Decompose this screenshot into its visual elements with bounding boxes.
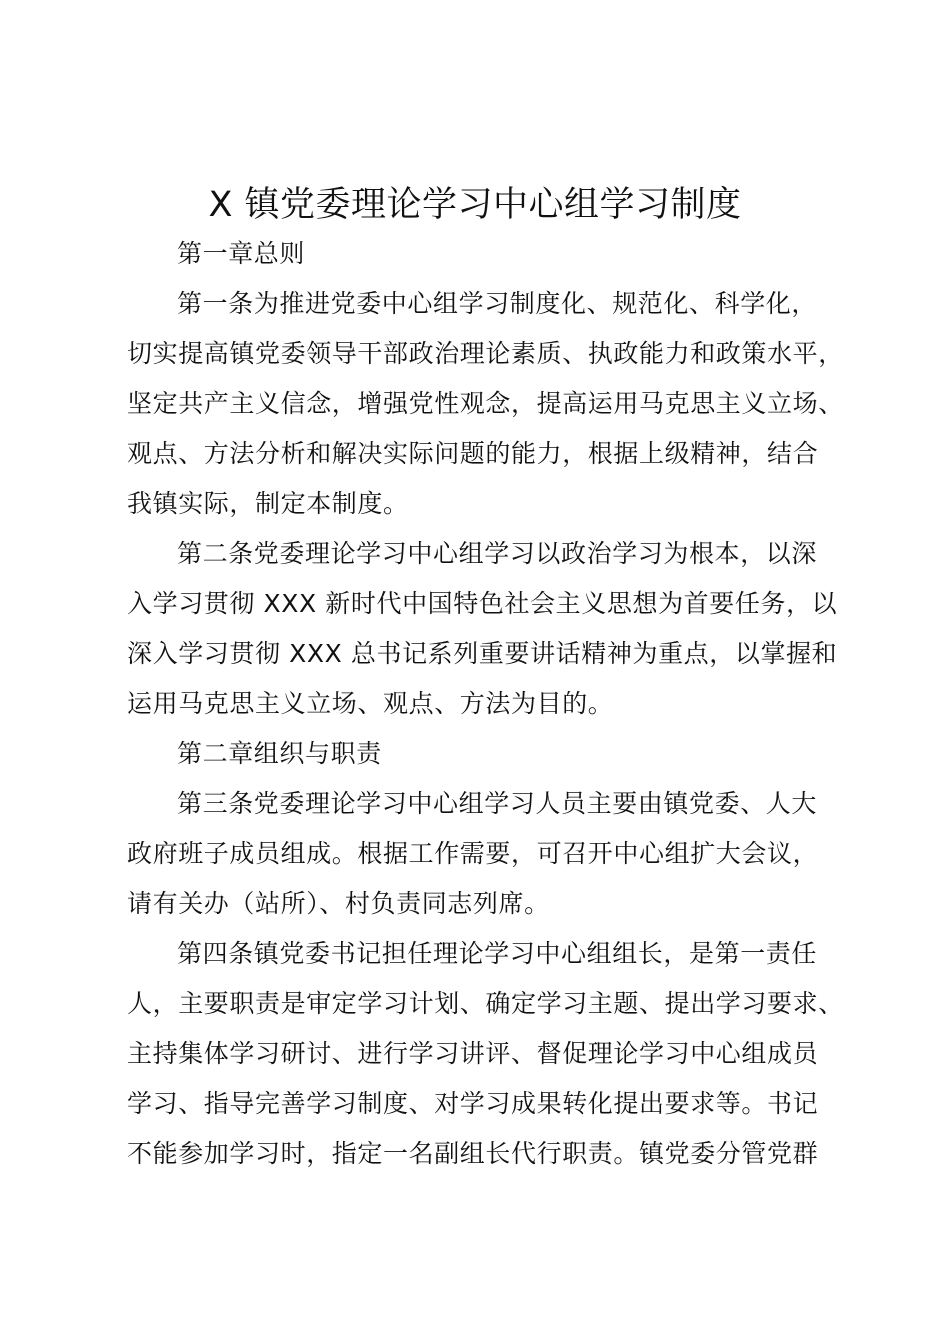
paragraph-line: 不能参加学习时，指定一名副组长代行职责。镇党委分管党群 bbox=[127, 1139, 819, 1168]
chapter-heading-2: 第二章组织与职责 bbox=[177, 739, 382, 768]
paragraph-line: 深入学习贯彻 XXX 总书记系列重要讲话精神为重点，以掌握和 bbox=[127, 639, 838, 668]
paragraph-line: 第三条党委理论学习中心组学习人员主要由镇党委、人大 bbox=[177, 789, 818, 818]
paragraph-line: 观点、方法分析和解决实际问题的能力，根据上级精神，结合 bbox=[127, 439, 819, 468]
paragraph-line: 主持集体学习研讨、进行学习讲评、督促理论学习中心组成员 bbox=[127, 1039, 819, 1068]
paragraph-line: 人，主要职责是审定学习计划、确定学习主题、提出学习要求、 bbox=[127, 989, 844, 1018]
paragraph-line: 学习、指导完善学习制度、对学习成果转化提出要求等。书记 bbox=[127, 1089, 819, 1118]
paragraph-line: 切实提高镇党委领导干部政治理论素质、执政能力和政策水平， bbox=[127, 339, 844, 368]
paragraph-line: 政府班子成员组成。根据工作需要，可召开中心组扩大会议， bbox=[127, 839, 819, 868]
paragraph-line: 运用马克思主义立场、观点、方法为目的。 bbox=[127, 689, 614, 718]
document-title: X 镇党委理论学习中心组学习制度 bbox=[208, 185, 742, 225]
chapter-heading-1: 第一章总则 bbox=[177, 239, 306, 268]
paragraph-line: 第二条党委理论学习中心组学习以政治学习为根本，以深 bbox=[177, 539, 818, 568]
paragraph-line: 入学习贯彻 XXX 新时代中国特色社会主义思想为首要任务，以 bbox=[127, 589, 838, 618]
paragraph-line: 第一条为推进党委中心组学习制度化、规范化、科学化， bbox=[177, 289, 818, 318]
paragraph-line: 坚定共产主义信念，增强党性观念，提高运用马克思主义立场、 bbox=[127, 389, 844, 418]
paragraph-line: 第四条镇党委书记担任理论学习中心组组长，是第一责任 bbox=[177, 939, 818, 968]
paragraph-line: 请有关办（站所）、村负责同志列席。 bbox=[127, 889, 550, 918]
paragraph-line: 我镇实际，制定本制度。 bbox=[127, 489, 409, 518]
